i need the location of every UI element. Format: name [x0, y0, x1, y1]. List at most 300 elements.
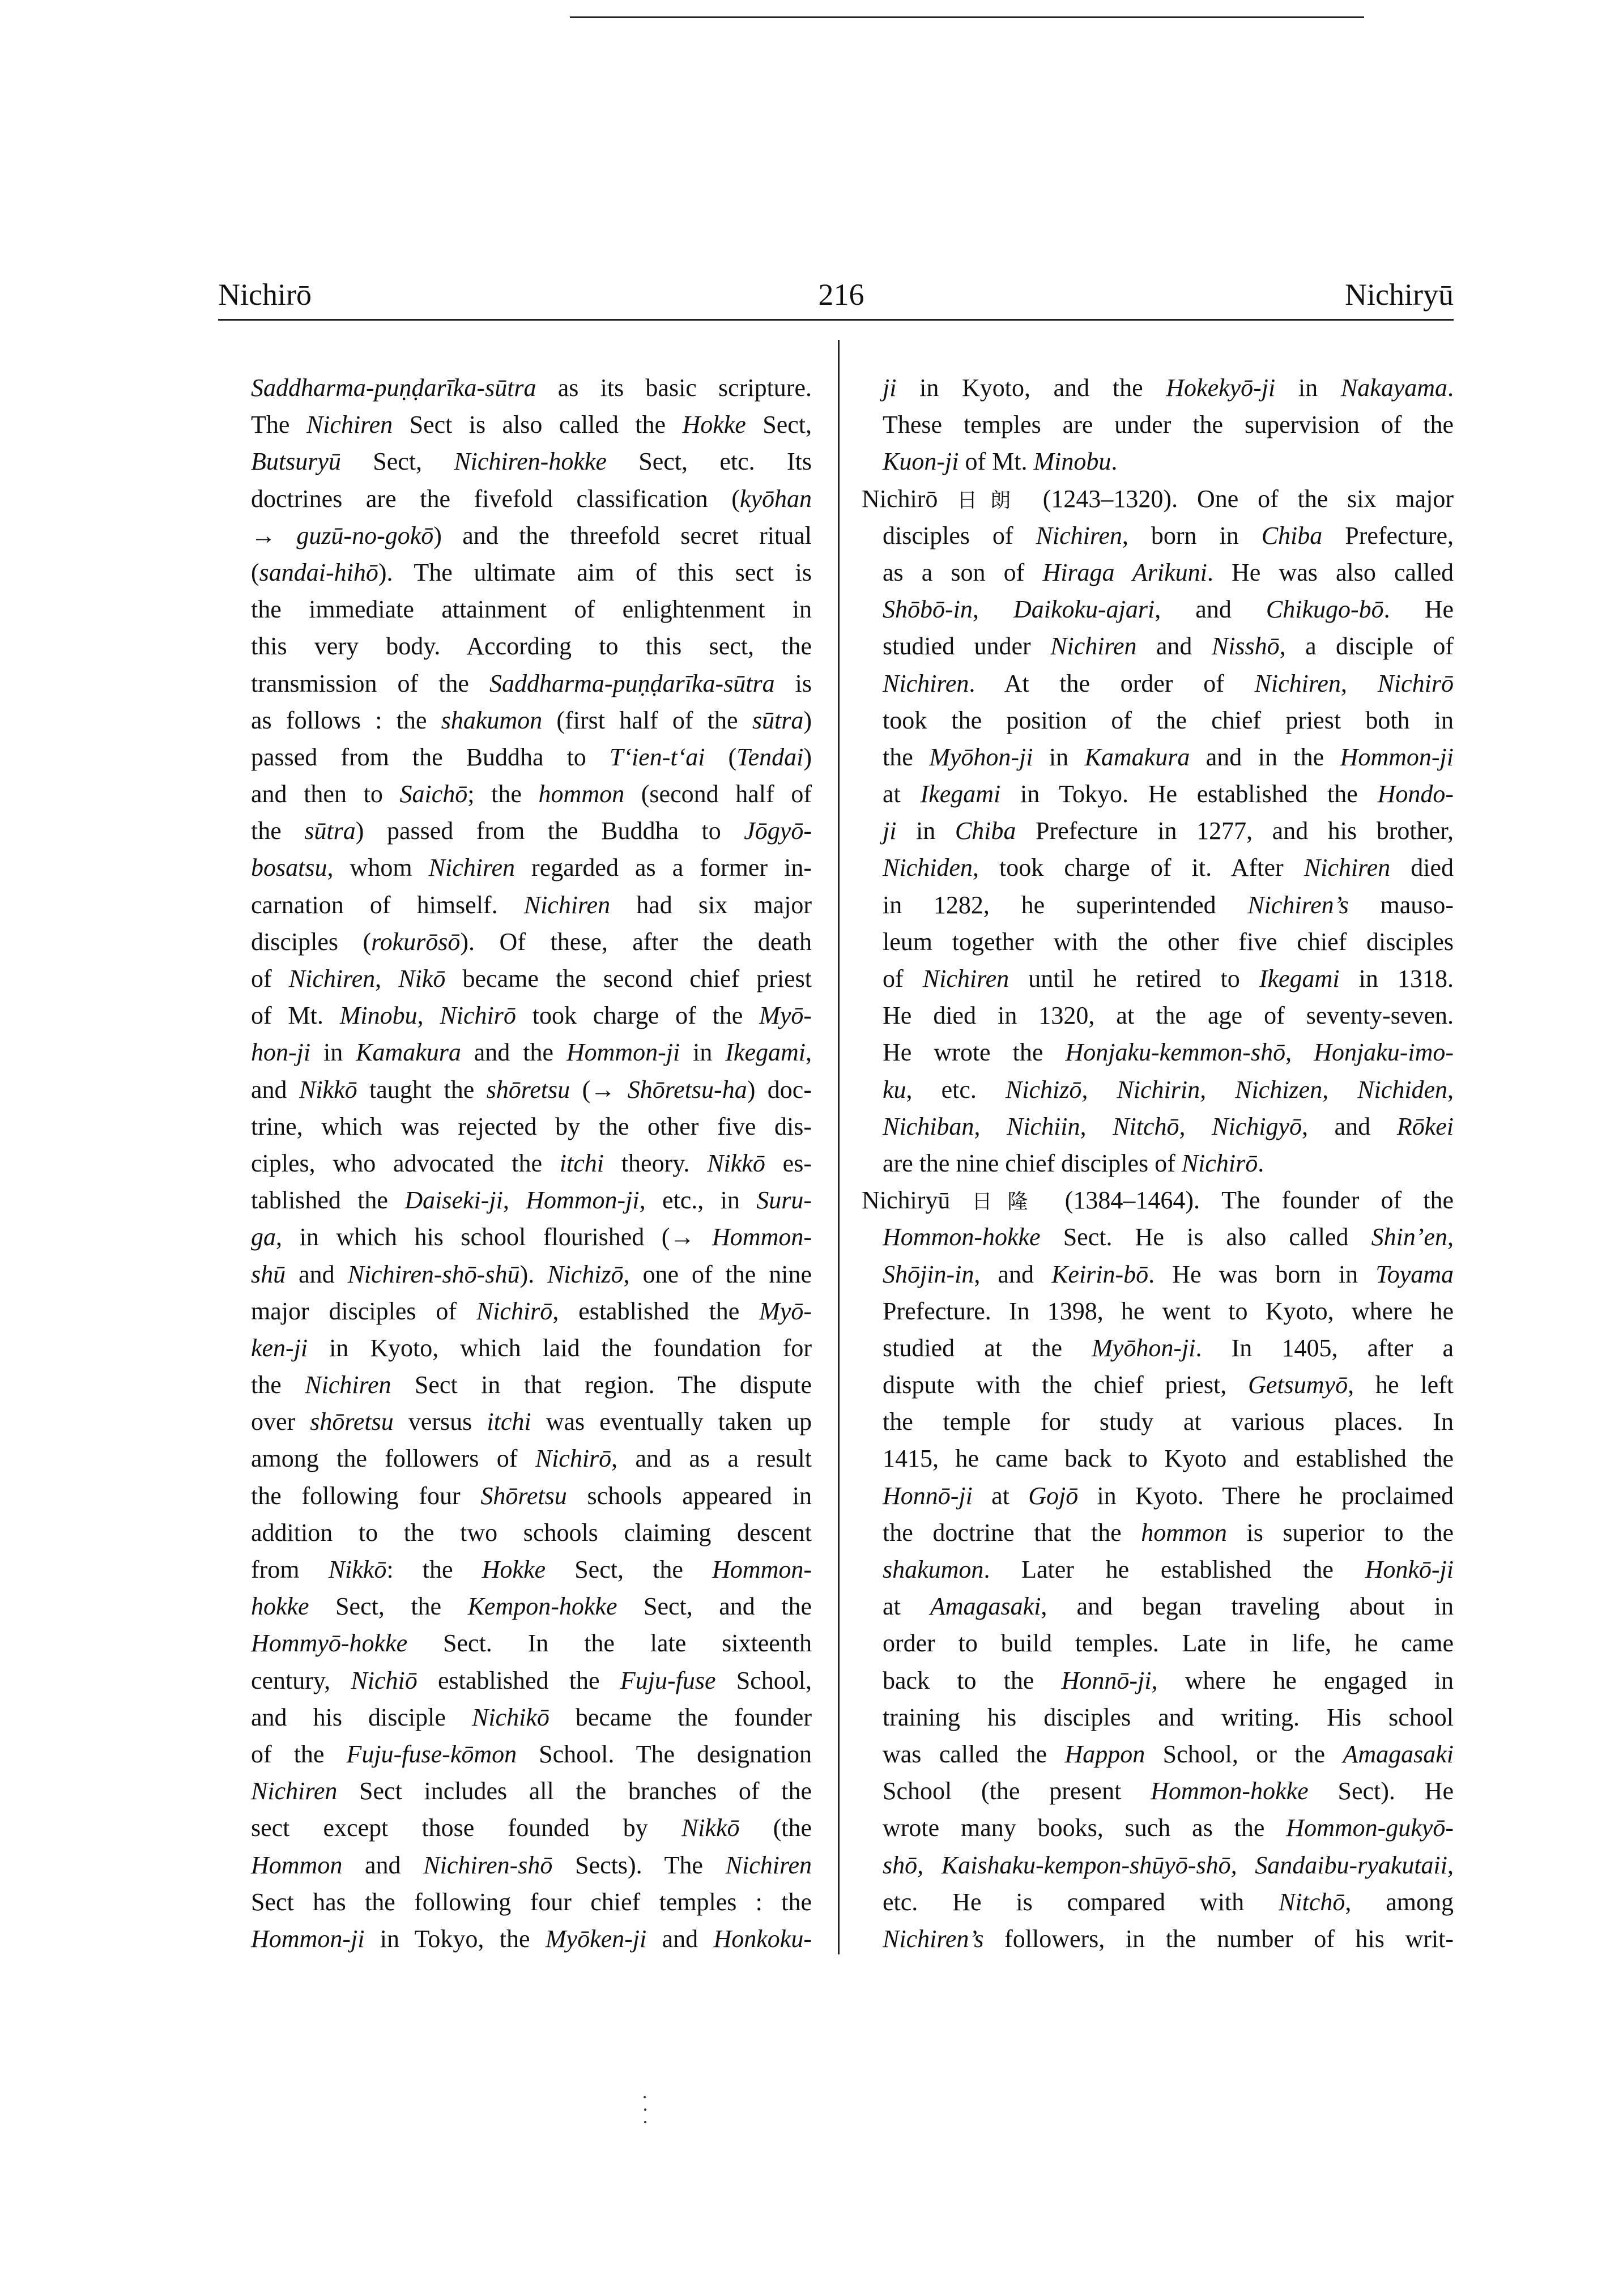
text-run: . At the order of — [969, 669, 1255, 697]
text-run: , a disciple of — [1279, 632, 1454, 661]
text-run: ( — [705, 743, 737, 771]
text-run: as follows : the — [251, 706, 441, 734]
text-run: These temples are under the supervision of the — [883, 411, 1454, 439]
text-run: in Tokyo, the — [364, 1924, 546, 1953]
italic-term: Hommon-ji — [251, 1924, 365, 1953]
italic-term: Nichirō — [440, 1002, 516, 1030]
header-rule — [218, 319, 1454, 321]
scan-speck — [644, 2108, 646, 2111]
text-line — [251, 1551, 812, 1588]
italic-term: Shōretsu — [480, 1481, 567, 1510]
italic-term: hon-ji — [251, 1038, 311, 1067]
italic-term: Nikō — [398, 965, 446, 992]
text-run: Sect, etc. Its — [606, 448, 812, 476]
text-line — [883, 1145, 1454, 1182]
text-line — [251, 1034, 812, 1071]
text-run: He died in 1320, at the age of seventy-seven. — [883, 1002, 1454, 1030]
italic-term: shakumon — [441, 706, 543, 734]
text-run: Prefecture. In 1398, he went to Kyoto, where he — [883, 1297, 1454, 1325]
text-line — [251, 1847, 812, 1884]
text-line — [251, 554, 812, 591]
italic-term: Kempon-hokke — [467, 1592, 617, 1621]
text-run: , among — [1345, 1888, 1454, 1916]
text-line — [883, 554, 1454, 591]
text-run: and — [251, 1075, 299, 1104]
italic-term: Hommon- — [712, 1223, 812, 1251]
text-line — [883, 1809, 1454, 1846]
text-line — [883, 1920, 1454, 1957]
text-run: back to the — [883, 1666, 1062, 1694]
italic-term: Hommon-hokke — [883, 1223, 1041, 1251]
text-run: trine, which was rejected by the other five dis- — [251, 1112, 812, 1140]
text-run: at — [883, 780, 921, 808]
italic-term: Nichikō — [471, 1703, 549, 1731]
text-run: taught the — [357, 1075, 487, 1104]
italic-term: Honjaku-imo- — [1314, 1038, 1454, 1067]
text-line — [251, 517, 812, 554]
text-run: , he left — [1348, 1371, 1454, 1399]
text-run: . — [1447, 374, 1454, 402]
italic-term: Chiba — [955, 817, 1016, 845]
italic-term: hommon — [538, 780, 625, 808]
text-run: studied under — [883, 632, 1051, 661]
italic-term: Kuon-ji — [883, 448, 959, 476]
text-run: died — [1390, 854, 1454, 882]
text-run: Sect, the — [309, 1592, 468, 1621]
italic-term: Shin’en — [1371, 1223, 1447, 1251]
running-head-right: Nichiryū — [1345, 278, 1454, 312]
column-divider — [838, 340, 840, 1954]
text-line — [251, 1588, 812, 1625]
text-line — [251, 591, 812, 628]
italic-term: Hommon-ji — [1340, 743, 1454, 771]
text-run: , in which his school flourished (→ — [276, 1223, 713, 1251]
italic-term: shōretsu — [486, 1075, 570, 1104]
text-line — [251, 1736, 812, 1773]
text-line — [883, 739, 1454, 776]
text-run: of — [251, 965, 289, 992]
italic-term: Nakayama — [1340, 374, 1447, 402]
italic-term: shakumon — [883, 1556, 984, 1583]
text-line — [883, 1293, 1454, 1330]
text-run: Sect, — [746, 411, 812, 439]
text-run: of the — [251, 1740, 347, 1768]
text-run: of Mt. — [959, 448, 1034, 476]
text-run: (→ — [570, 1075, 628, 1104]
text-run: at — [883, 1592, 930, 1621]
text-run: disciples ( — [251, 927, 372, 956]
italic-term: Hokke — [482, 1556, 546, 1583]
italic-term: itchi — [487, 1408, 531, 1436]
text-run: became the founder — [549, 1703, 812, 1731]
text-run: es- — [765, 1149, 812, 1177]
text-run: in Kyoto, which laid the foundation for — [308, 1334, 812, 1362]
scan-edge-line — [570, 16, 1364, 18]
text-run: . — [1258, 1149, 1264, 1177]
text-run: , and began traveling about in — [1041, 1592, 1454, 1621]
text-run: in — [896, 817, 955, 845]
text-run: ( — [251, 558, 259, 586]
italic-term: Myō- — [759, 1297, 812, 1325]
text-run: the — [883, 743, 930, 771]
italic-term: Nichirō — [1377, 669, 1454, 697]
text-run: tablished the — [251, 1186, 405, 1215]
italic-term: Nichiren — [922, 965, 1009, 992]
text-run: of — [883, 965, 923, 992]
text-line — [251, 1477, 812, 1514]
text-run: and — [342, 1851, 424, 1879]
italic-term: Ikegami — [1259, 965, 1340, 992]
text-run: and the — [461, 1038, 566, 1067]
italic-term: Nisshō — [1211, 632, 1280, 661]
text-run: . Later he established the — [983, 1556, 1365, 1583]
italic-term: Shōretsu-ha — [627, 1075, 747, 1104]
text-run: in 1282, he superintended — [883, 891, 1248, 919]
text-line — [251, 1366, 812, 1403]
italic-term: Hommon-ji — [566, 1038, 680, 1067]
italic-term: ji — [883, 817, 897, 845]
italic-term: Myōken-ji — [545, 1924, 647, 1953]
italic-term: Nichiren-shō-shū — [347, 1260, 520, 1288]
italic-term: Nichiren — [288, 965, 376, 992]
text-line — [883, 1625, 1454, 1662]
text-run: , and as a result — [611, 1445, 812, 1473]
text-run: Sect, and the — [617, 1592, 812, 1621]
text-run: in 1318. — [1339, 965, 1454, 992]
text-line — [251, 1403, 812, 1440]
text-run: Prefecture in 1277, and his brother, — [1016, 817, 1454, 845]
entry-headword: Nichiryū — [862, 1186, 951, 1215]
italic-term: Nichiban, Nichiin, Nitchō, Nichigyō — [883, 1112, 1302, 1140]
italic-term: Hondo- — [1377, 780, 1454, 808]
text-line — [251, 776, 812, 812]
text-run: He wrote the — [883, 1038, 1066, 1067]
italic-term: rokurōsō — [371, 927, 461, 956]
text-line — [883, 591, 1454, 628]
text-run: versus — [393, 1408, 487, 1436]
italic-term: Nichiō — [351, 1666, 418, 1694]
text-run: ). The ultimate aim of this sect is — [378, 558, 812, 586]
italic-term: Myōhon-ji — [1092, 1334, 1196, 1362]
text-line — [883, 1662, 1454, 1699]
text-run: schools appeared in — [566, 1481, 812, 1510]
italic-term: Fuju-fuse — [620, 1666, 716, 1694]
text-run: , — [1447, 1223, 1454, 1251]
text-run: this very body. According to this sect, the — [251, 632, 812, 661]
text-run: , and — [1155, 595, 1266, 624]
text-run: Sect includes all the branches of the — [337, 1777, 812, 1805]
text-line — [883, 1256, 1454, 1293]
text-line — [883, 517, 1454, 554]
entry-dates: (1384–1464). — [1064, 1186, 1200, 1215]
text-run: and then to — [251, 780, 400, 808]
text-run: , — [1447, 1075, 1454, 1104]
italic-term: Nichizō — [547, 1260, 624, 1288]
italic-term: Ikegami — [920, 780, 1001, 808]
text-run: studied at the — [883, 1334, 1092, 1362]
text-run: as a son of — [883, 558, 1043, 586]
italic-term: Nichiren — [1050, 632, 1137, 661]
italic-term: Toyama — [1375, 1260, 1454, 1288]
text-run: , — [1285, 1038, 1314, 1067]
italic-term: Nichizō, Nichirin, Nichizen, Nichiden — [1005, 1075, 1447, 1104]
text-run: , — [1340, 669, 1378, 697]
italic-term: ga — [251, 1223, 276, 1251]
text-run: in Kyoto. There he proclaimed — [1078, 1481, 1454, 1510]
entry-kanji: 日隆 — [972, 1190, 1043, 1214]
text-line — [251, 997, 812, 1034]
text-run: the immediate attainment of enlightenment in — [251, 595, 812, 624]
text-line — [251, 1145, 812, 1182]
italic-term: Nichiren — [305, 1371, 391, 1399]
text-run: became the second chief priest — [445, 965, 812, 992]
text-run: . He was born in — [1148, 1260, 1376, 1288]
text-line — [883, 923, 1454, 960]
text-run: doctrines are the fivefold classification ( — [251, 484, 740, 513]
text-line — [251, 1440, 812, 1477]
italic-term: bosatsu — [251, 854, 327, 882]
italic-term: Hokekyō-ji — [1166, 374, 1276, 402]
text-line — [883, 849, 1454, 886]
italic-term: T‘ien-t‘ai — [609, 743, 705, 771]
text-run: major disciples of — [251, 1297, 476, 1325]
text-line — [251, 1514, 812, 1551]
text-run: ) passed from the Buddha to — [355, 817, 744, 845]
text-line — [251, 1108, 812, 1145]
text-run: , took charge of it. After — [972, 854, 1304, 882]
text-line — [883, 406, 1454, 443]
text-run: regarded as a former in- — [514, 854, 812, 882]
text-line — [883, 1330, 1454, 1366]
italic-term: Chikugo-bō — [1266, 595, 1384, 624]
italic-term: Nichiren — [1254, 669, 1341, 697]
italic-term: Tendai — [736, 743, 804, 771]
text-run: , — [417, 1002, 440, 1030]
text-run: , whom — [327, 854, 429, 882]
text-run: Sect). He — [1308, 1777, 1454, 1805]
text-line — [883, 1514, 1454, 1551]
text-run: among the followers of — [251, 1445, 535, 1473]
scan-speck — [644, 2096, 646, 2098]
text-run: Sect has the following four chief temples : the — [251, 1888, 812, 1916]
italic-term: sūtra — [752, 706, 804, 734]
text-line — [251, 739, 812, 776]
italic-term: sandai-hihō — [259, 558, 378, 586]
italic-term: Nikkō — [299, 1075, 357, 1104]
text-run: etc. He is compared with — [883, 1888, 1279, 1916]
text-line — [251, 1920, 812, 1957]
text-run: Sect. In the late sixteenth — [407, 1629, 812, 1658]
text-line — [251, 702, 812, 739]
text-run: ; the — [467, 780, 539, 808]
italic-term: Chiba — [1261, 521, 1323, 549]
text-run: had six major — [610, 891, 812, 919]
text-line — [883, 776, 1454, 812]
italic-term: Saichō — [399, 780, 468, 808]
text-run: 1415, he came back to Kyoto and established the — [883, 1445, 1454, 1473]
text-line — [251, 1219, 812, 1255]
text-line — [883, 887, 1454, 923]
text-line — [883, 812, 1454, 849]
text-run: : the — [386, 1556, 482, 1583]
italic-term: Fuju-fuse-kōmon — [346, 1740, 517, 1768]
text-run: School, — [715, 1666, 812, 1694]
italic-term: Nikkō — [681, 1814, 740, 1842]
italic-term: Getsumyō — [1248, 1371, 1348, 1399]
text-run: from — [251, 1556, 329, 1583]
italic-term: ken-ji — [251, 1334, 308, 1362]
italic-term: Shōbō-in — [883, 595, 973, 624]
text-line — [251, 1662, 812, 1699]
italic-term: Hommon-ji — [526, 1186, 640, 1215]
text-run: the following four — [251, 1481, 481, 1510]
text-line — [883, 665, 1454, 702]
text-line — [251, 1182, 812, 1219]
text-line — [251, 1293, 812, 1330]
text-run: , born in — [1122, 521, 1262, 549]
italic-term: Nichirō — [1181, 1149, 1258, 1177]
text-run: wrote many books, such as the — [883, 1814, 1287, 1842]
italic-term: Nichiren — [306, 411, 393, 439]
italic-term: shōretsu — [310, 1408, 394, 1436]
italic-term: Hommon- — [712, 1556, 812, 1583]
text-run: in — [1275, 374, 1341, 402]
text-line — [251, 1884, 812, 1920]
text-run: and his disciple — [251, 1703, 472, 1731]
text-line — [883, 1884, 1454, 1920]
text-run: ). — [519, 1260, 548, 1288]
text-run: the doctrine that the — [883, 1518, 1141, 1547]
italic-term: Myōhon-ji — [929, 743, 1033, 771]
text-run: . — [1111, 448, 1118, 476]
italic-term: Gojō — [1028, 1481, 1079, 1510]
text-run: . He was also called — [1207, 558, 1454, 586]
italic-term: Nichiren — [883, 669, 969, 697]
text-run: is — [774, 669, 812, 697]
italic-term: guzū-no-gokō — [296, 521, 434, 549]
italic-term: kyōhan — [739, 484, 812, 513]
entry-first-line — [862, 480, 1454, 517]
italic-term: Kamakura — [356, 1038, 461, 1067]
text-run: , — [805, 1038, 812, 1067]
text-run: , — [502, 1186, 526, 1215]
running-head-left: Nichirō — [218, 278, 312, 312]
italic-term: hokke — [251, 1592, 309, 1621]
text-run: Sects). The — [552, 1851, 726, 1879]
italic-term: Hommon — [251, 1851, 343, 1879]
italic-term: Butsuryū — [251, 448, 341, 476]
scan-speck — [644, 2121, 646, 2123]
italic-term: Nichiren — [1036, 521, 1122, 549]
text-run: is superior to the — [1226, 1518, 1454, 1547]
text-run: , — [375, 965, 399, 992]
italic-term: ku — [883, 1075, 906, 1104]
text-run: Sect in that region. The dispute — [391, 1371, 812, 1399]
text-line — [251, 1071, 812, 1108]
italic-term: Hommyō-hokke — [251, 1629, 408, 1658]
italic-term: Hommon-hokke — [1151, 1777, 1309, 1805]
text-run: the — [251, 817, 305, 845]
text-run: ) and the threefold secret ritual — [433, 521, 812, 549]
text-line — [251, 406, 812, 443]
italic-term: Rōkei — [1396, 1112, 1454, 1140]
italic-term: Nichiren — [428, 854, 515, 882]
italic-term: Nichirō — [476, 1297, 553, 1325]
italic-term: shō, Kaishaku-kempon-shūyō-shō, Sandaibu-ryakutaii — [883, 1851, 1447, 1879]
text-run: Sect. He is also called — [1040, 1223, 1371, 1251]
text-run: established the — [417, 1666, 620, 1694]
text-run: , etc., in — [639, 1186, 757, 1215]
italic-term: Nikkō — [707, 1149, 765, 1177]
text-run: until he retired to — [1009, 965, 1259, 992]
text-run: ciples, who advocated the — [251, 1149, 560, 1177]
text-run: as its basic scripture. — [536, 374, 812, 402]
text-run: over — [251, 1408, 310, 1436]
italic-term: Nichiren — [1303, 854, 1391, 882]
italic-term: shū — [251, 1260, 286, 1288]
text-line — [251, 665, 812, 702]
text-run: sect except those founded by — [251, 1814, 681, 1842]
italic-term: Ikegami — [725, 1038, 806, 1067]
text-run: and — [1136, 632, 1212, 661]
text-line — [251, 1699, 812, 1736]
text-run: . He — [1383, 595, 1454, 624]
italic-term: Hommon-gukyō- — [1286, 1814, 1454, 1842]
text-run: and — [286, 1260, 348, 1288]
text-run: One of the six major — [1196, 484, 1454, 513]
text-line — [883, 443, 1454, 480]
text-run: in Kyoto, and the — [896, 374, 1166, 402]
text-run: School, or the — [1145, 1740, 1343, 1768]
italic-term: Keirin-bō — [1051, 1260, 1149, 1288]
text-line — [883, 1034, 1454, 1071]
text-run: (first half of the — [542, 706, 752, 734]
text-run: , — [1447, 1851, 1454, 1879]
text-run: ) — [803, 743, 812, 771]
text-line — [251, 887, 812, 923]
text-line — [883, 1071, 1454, 1108]
text-run: Sect, — [340, 448, 454, 476]
text-run: in — [680, 1038, 726, 1067]
text-line — [883, 1366, 1454, 1403]
text-run: was called the — [883, 1740, 1065, 1768]
italic-term: Kamakura — [1084, 743, 1190, 771]
italic-term: Minobu — [1033, 448, 1111, 476]
text-run: (second half of — [624, 780, 812, 808]
text-run: and — [646, 1924, 714, 1953]
entry-first-line — [862, 1182, 1454, 1219]
text-run: took charge of the — [516, 1002, 760, 1030]
left-column — [251, 369, 812, 1957]
text-run: followers, in the number of his writ- — [983, 1924, 1454, 1953]
text-run: passed from the Buddha to — [251, 743, 610, 771]
italic-term: Nichiren — [251, 1777, 338, 1805]
text-run: , and — [1302, 1112, 1397, 1140]
italic-term: Honkoku- — [713, 1924, 812, 1953]
text-run: , and — [974, 1260, 1052, 1288]
text-line — [251, 960, 812, 997]
italic-term: Nichiren — [523, 891, 611, 919]
italic-term: Daiseki-ji — [404, 1186, 503, 1215]
italic-term: Nichiren’s — [883, 1924, 984, 1953]
italic-term: Suru- — [756, 1186, 812, 1215]
text-line — [883, 1219, 1454, 1255]
italic-term: Daikoku-ajari — [1013, 595, 1155, 624]
italic-term: sūtra — [304, 817, 356, 845]
text-run: ) — [803, 706, 812, 734]
text-line — [251, 1809, 812, 1846]
text-line — [251, 849, 812, 886]
